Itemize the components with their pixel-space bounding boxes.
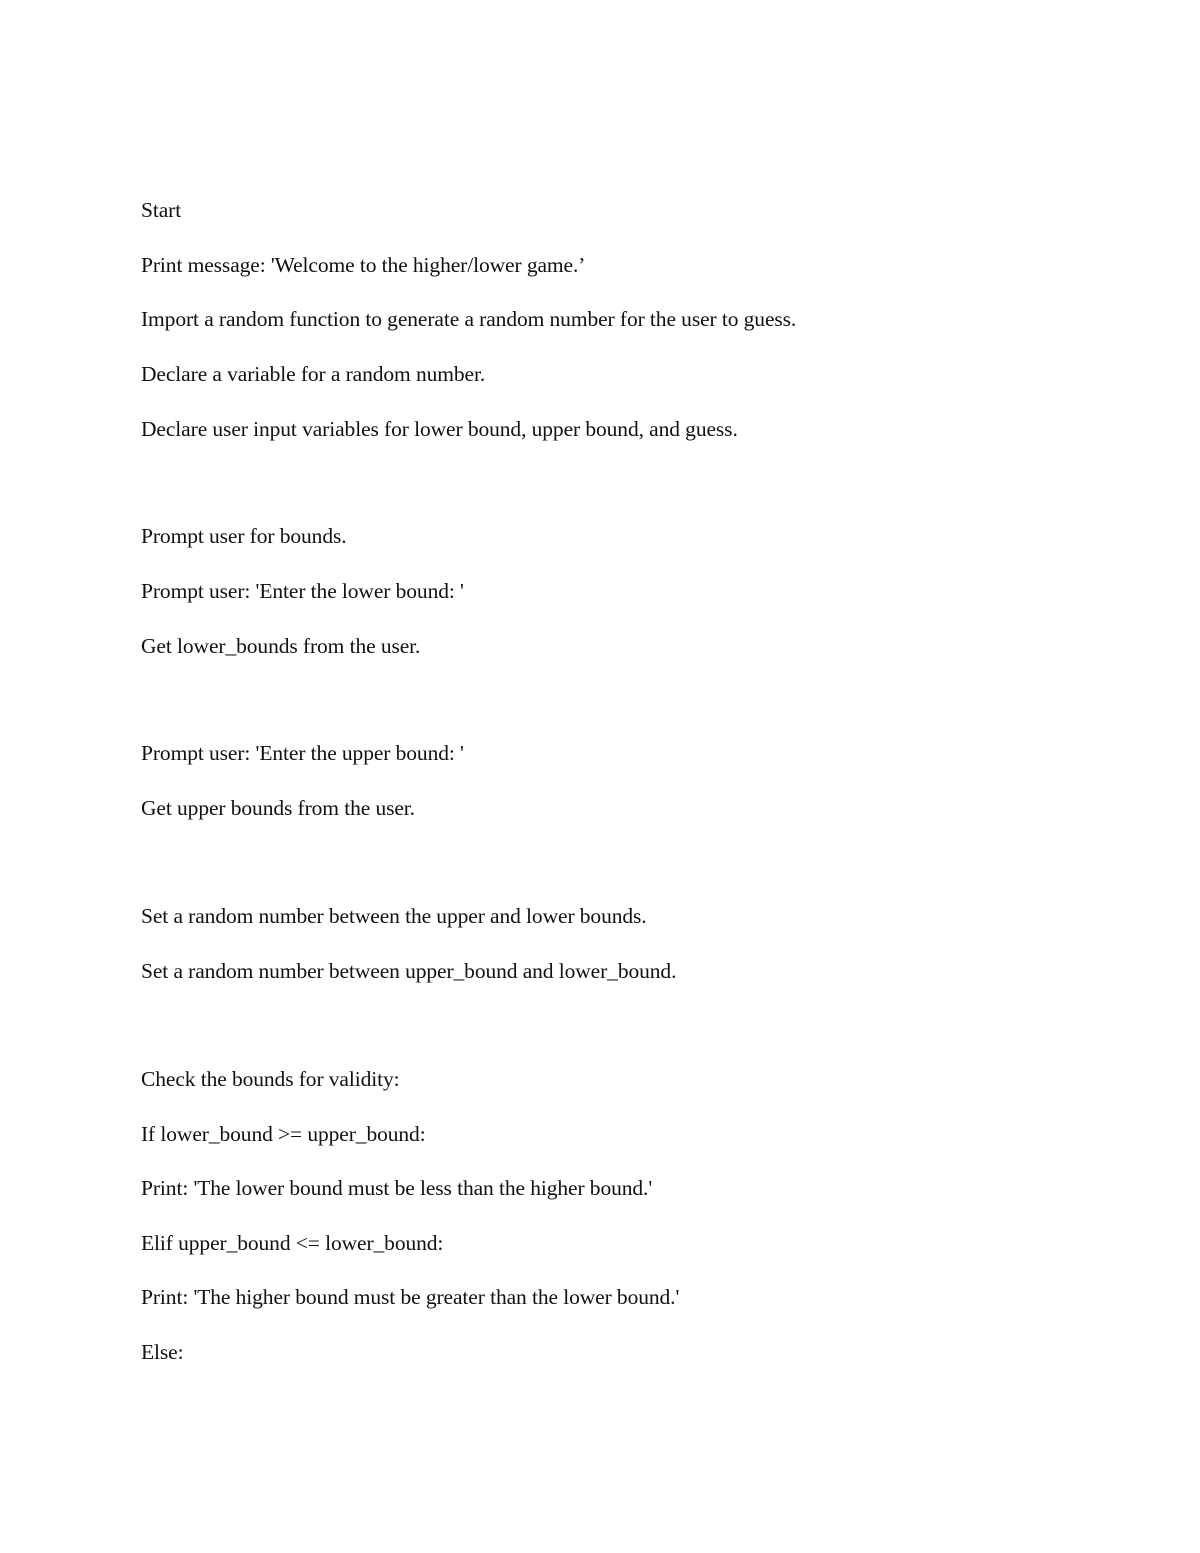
- text-line-get-lower: Get lower_bounds from the user.: [141, 634, 421, 658]
- text-line-set-random-2: Set a random number between upper_bound and lower_bound.: [141, 959, 677, 983]
- text-line-start: Start: [141, 198, 182, 222]
- text-line-declare-random: Declare a variable for a random number.: [141, 362, 486, 386]
- text-line-declare-inputs: Declare user input variables for lower bound, upper bound, and guess.: [141, 417, 738, 441]
- text-line-set-random-1: Set a random number between the upper and lower bounds.: [141, 904, 647, 928]
- text-line-else: Else:: [141, 1340, 184, 1364]
- text-line-import-random: Import a random function to generate a random number for the user to guess.: [141, 307, 797, 331]
- text-line-prompt-lower: Prompt user: 'Enter the lower bound: ': [141, 579, 464, 603]
- text-line-prompt-upper: Prompt user: 'Enter the upper bound: ': [141, 741, 464, 765]
- text-line-prompt-bounds: Prompt user for bounds.: [141, 524, 347, 548]
- text-line-print-welcome: Print message: 'Welcome to the higher/lower game.’: [141, 253, 586, 277]
- text-line-print-lower-error: Print: 'The lower bound must be less than the higher bound.': [141, 1176, 653, 1200]
- text-line-elif-upper: Elif upper_bound <= lower_bound:: [141, 1231, 444, 1255]
- text-line-get-upper: Get upper bounds from the user.: [141, 796, 415, 820]
- text-line-check-bounds: Check the bounds for validity:: [141, 1067, 400, 1091]
- text-line-if-lower: If lower_bound >= upper_bound:: [141, 1122, 426, 1146]
- text-line-print-higher-error: Print: 'The higher bound must be greater than the lower bound.': [141, 1285, 680, 1309]
